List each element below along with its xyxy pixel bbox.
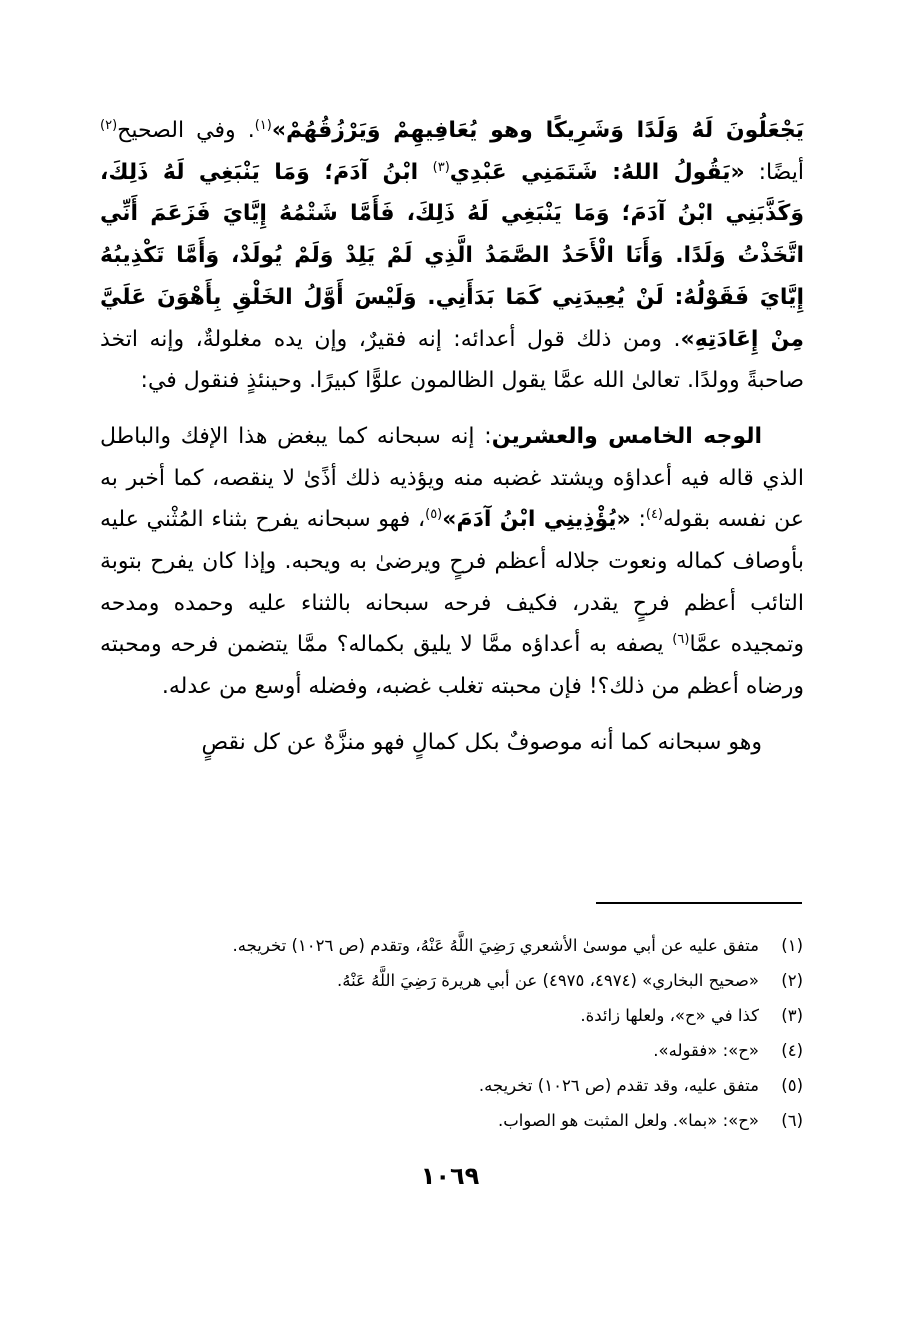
hadith-quote-continued: ابْنُ آدَمَ؛ وَمَا يَنْبَغِي لَهُ ذَلِكَ، وَكَذَّبَنِي ابْنُ آدَمَ؛ وَمَا يَنْبَغِي لَهُ ذَلِكَ، فَأَمَّا شَتْمُهُ إِيَّايَ فَزَعَمَ أَنِّي اتَّخَذْتُ وَلَدًا. وَأَنَا الْأَحَدُ الصَّمَدُ الَّذِي لَمْ يَلِدْ وَلَمْ يُولَدْ، وَأَمَّا تَكْذِيبُهُ إِيَّايَ فَقَوْلُهُ: لَنْ يُعِيدَنِي كَمَا بَدَأَنِي. وَلَيْسَ أَوَّلُ الخَلْقِ بِأَهْوَنَ عَلَيَّ مِنْ إِعَادَتِهِ» (100, 159, 804, 352)
footnote-number: (١) (781, 936, 803, 955)
text-segment: : (630, 507, 646, 533)
footnote-item (83, 1033, 803, 1068)
hadith-quote: «يَقُولُ اللهُ: شَتَمَنِي عَبْدِي (449, 159, 745, 185)
text-segment: ، فهو سبحانه يفرح بثناء المُثْني عليه بأوصاف كماله ونعوت جلاله أعظم فرحٍ ويرضىٰ به ويحبه. وإذا كان يفرح بتوبة التائب أعظم فرحٍ يقدر، فكيف فرحه سبحانه بالثناء عليه وحمده ومدحه وتمجيده عمَّا (100, 507, 804, 658)
footnote-number: (٤) (781, 1041, 803, 1060)
footnote-item (83, 1103, 803, 1138)
section-heading: الوجه الخامس والعشرين (491, 423, 762, 449)
footnote-ref-3[interactable]: (٣) (432, 159, 450, 175)
footnote-ref-2[interactable]: (٢) (100, 118, 118, 133)
footnote-item (83, 1068, 803, 1103)
footnote-number: (٦) (781, 1111, 803, 1130)
footnote-separator (596, 902, 802, 904)
footnote-text: «ح»: «بما». ولعل المثبت هو الصواب. (497, 1111, 759, 1130)
footnote-ref-1[interactable]: (١) (254, 118, 272, 133)
text-segment: : إنه سبحانه كما يبغض هذا الإفك والباطل الذي قاله فيه أعداؤه ويشتد غضبه منه ويؤذيه ذلك أذًىٰ لا ينقصه، كما أخبر به عن نفسه بقوله (100, 423, 805, 533)
footnote-number: (٣) (781, 1006, 803, 1025)
text-segment: . وفي الصحيح (117, 118, 255, 143)
footnote-number: (٢) (781, 971, 803, 990)
text-segment: أيضًا: (744, 159, 804, 185)
text-segment: يصفه به أعداؤه ممَّا لا يليق بكماله؟ ممَّا يتضمن فرحه ومحبته ورضاه أعظم من ذلك؟! فإن محبته تغلب غضبه، وفضله أوسع من عدله. (100, 632, 804, 700)
footnote-text: «ح»: «فقوله». (653, 1041, 759, 1060)
page-number: ١٠٦٩ (420, 1162, 480, 1190)
footnote-ref-5[interactable]: (٥) (425, 507, 443, 523)
footnote-ref-6[interactable]: (٦) (672, 632, 690, 648)
footnote-item (83, 963, 803, 998)
footnote-text: متفق عليه عن أبي موسىٰ الأشعري رَضِيَ اللَّهُ عَنْهُ، وتقدم (ص ١٠٢٦) تخريجه. (232, 936, 759, 955)
footnote-text: متفق عليه، وقد تقدم (ص ١٠٢٦) تخريجه. (478, 1076, 759, 1095)
footnote-item (83, 928, 803, 963)
footnote-text: «صحيح البخاري» (٤٩٧٤، ٤٩٧٥) عن أبي هريرة رَضِيَ اللَّهُ عَنْهُ. (336, 971, 759, 990)
footnotes (83, 928, 803, 1138)
main-text (100, 110, 804, 764)
text-segment: . ومن ذلك قول أعدائه: إنه فقيرٌ، وإن يده مغلولةٌ، وإنه اتخذ صاحبةً وولدًا. تعالىٰ الله عمَّا يقول الظالمون علوًّا كبيرًا. وحينئذٍ فنقول في: (100, 326, 804, 394)
footnote-number: (٥) (781, 1076, 803, 1095)
paragraph-2 (100, 416, 804, 708)
quran-quote: يَجْعَلُونَ لَهُ وَلَدًا وَشَرِيكًا وهو يُعَافِيهِمْ وَيَرْزُقُهُمْ» (271, 118, 804, 143)
footnote-item (83, 998, 803, 1033)
footnote-text: كذا في «ح»، ولعلها زائدة. (580, 1006, 759, 1025)
hadith-quote: «يُؤْذِينِي ابْنُ آدَمَ» (442, 507, 631, 533)
paragraph-3: وهو سبحانه كما أنه موصوفٌ بكل كمالٍ فهو منزَّهٌ عن كل نقصٍ (201, 729, 762, 755)
paragraph-1 (100, 110, 804, 402)
footnote-ref-4[interactable]: (٤) (645, 507, 663, 523)
